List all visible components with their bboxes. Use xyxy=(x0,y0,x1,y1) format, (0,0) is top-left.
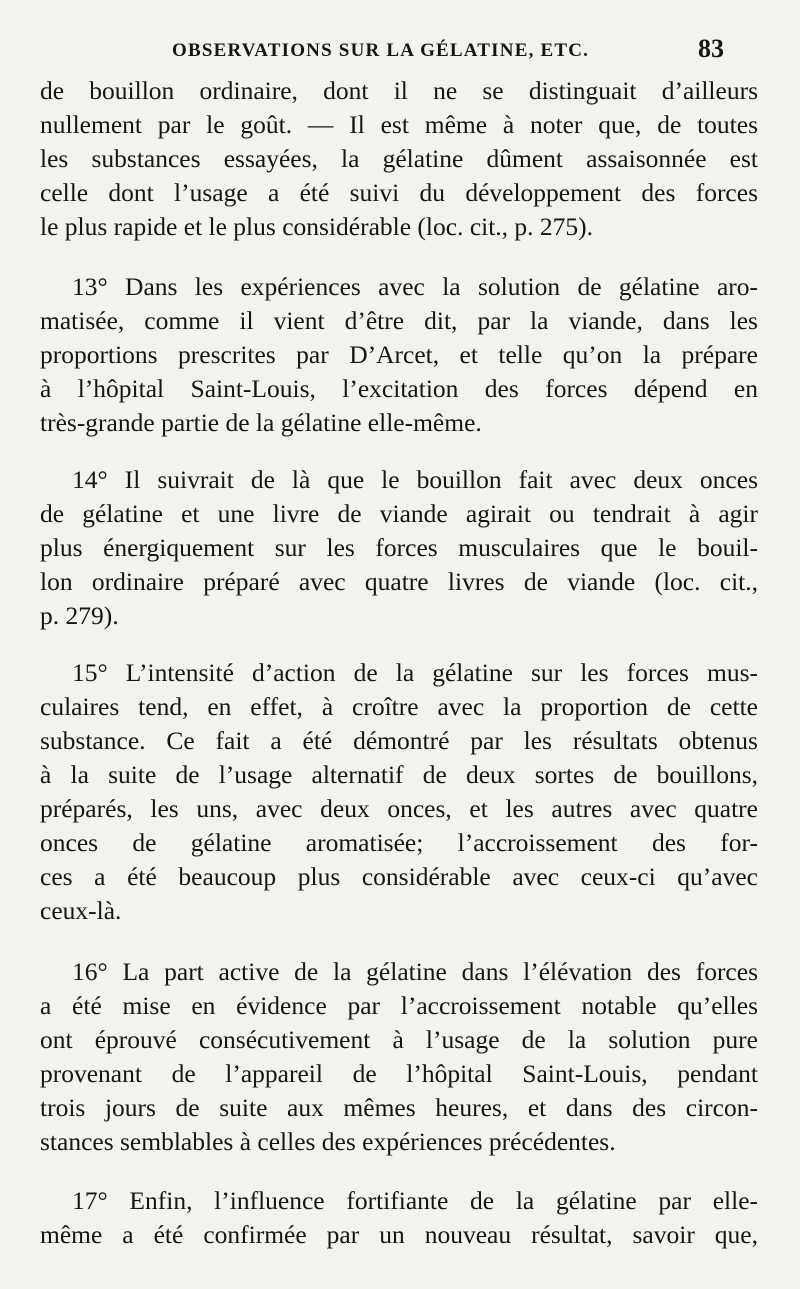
text-line: de bouillon ordinaire, dont il ne se distinguait d’ailleurs xyxy=(40,76,758,105)
text-line: 15° L’intensité d’action de la gélatine sur les forces mus- xyxy=(72,658,758,687)
text-line: les substances essayées, la gélatine dûment assaisonnée est xyxy=(40,144,758,173)
text-line: proportions prescrites par D’Arcet, et telle qu’on la prépare xyxy=(40,340,758,369)
text-line: 16° La part active de la gélatine dans l’élévation des forces xyxy=(72,957,758,986)
text-line: de gélatine et une livre de viande agirait ou tendrait à agir xyxy=(40,499,758,528)
text-line: nullement par le goût. — Il est même à noter que, de toutes xyxy=(40,110,758,139)
text-line: culaires tend, en effet, à croître avec la proportion de cette xyxy=(40,692,758,721)
text-line: provenant de l’appareil de l’hôpital Saint-Louis, pendant xyxy=(40,1059,758,1088)
text-line: p. 279). xyxy=(40,601,119,630)
page-header xyxy=(0,32,800,72)
text-line: onces de gélatine aromatisée; l’accroissement des for- xyxy=(40,828,758,857)
text-line: le plus rapide et le plus considérable (loc. cit., p. 275). xyxy=(40,212,594,241)
text-line: substance. Ce fait a été démontré par les résultats obtenus xyxy=(40,726,758,755)
text-line: plus énergiquement sur les forces musculaires que le bouil- xyxy=(40,533,758,562)
paragraph-14 xyxy=(40,463,758,633)
text-line: à la suite de l’usage alternatif de deux sortes de bouillons, xyxy=(40,760,758,789)
text-line: 17° Enfin, l’influence fortifiante de la gélatine par elle- xyxy=(72,1186,758,1215)
text-line: très-grande partie de la gélatine elle-même. xyxy=(40,408,482,437)
paragraph-16 xyxy=(40,955,758,1159)
paragraph-17 xyxy=(40,1184,758,1252)
text-line: celle dont l’usage a été suivi du développement des forces xyxy=(40,178,758,207)
text-line: 13° Dans les expériences avec la solution de gélatine aro- xyxy=(72,272,758,301)
text-line: même a été confirmée par un nouveau résultat, savoir que, xyxy=(40,1220,758,1249)
paragraph-13 xyxy=(40,270,758,440)
text-line: trois jours de suite aux mêmes heures, et dans des circon- xyxy=(40,1093,758,1122)
paragraph-continuation xyxy=(40,74,758,244)
text-line: lon ordinaire préparé avec quatre livres de viande (loc. cit., xyxy=(40,567,758,596)
text-line: matisée, comme il vient d’être dit, par la viande, dans les xyxy=(40,306,758,335)
running-title: OBSERVATIONS SUR LA GÉLATINE, ETC. xyxy=(172,40,590,61)
text-line: ceux-là. xyxy=(40,896,122,925)
text-line: à l’hôpital Saint-Louis, l’excitation des forces dépend en xyxy=(40,374,758,403)
page-number: 83 xyxy=(698,34,724,63)
text-line: ces a été beaucoup plus considérable avec ceux-ci qu’avec xyxy=(40,862,758,891)
paragraph-15 xyxy=(40,656,758,928)
text-line: 14° Il suivrait de là que le bouillon fait avec deux onces xyxy=(72,465,758,494)
text-line: préparés, les uns, avec deux onces, et les autres avec quatre xyxy=(40,794,758,823)
text-line: stances semblables à celles des expériences précédentes. xyxy=(40,1127,616,1156)
text-line: ont éprouvé consécutivement à l’usage de la solution pure xyxy=(40,1025,758,1054)
text-line: a été mise en évidence par l’accroissement notable qu’elles xyxy=(40,991,758,1020)
